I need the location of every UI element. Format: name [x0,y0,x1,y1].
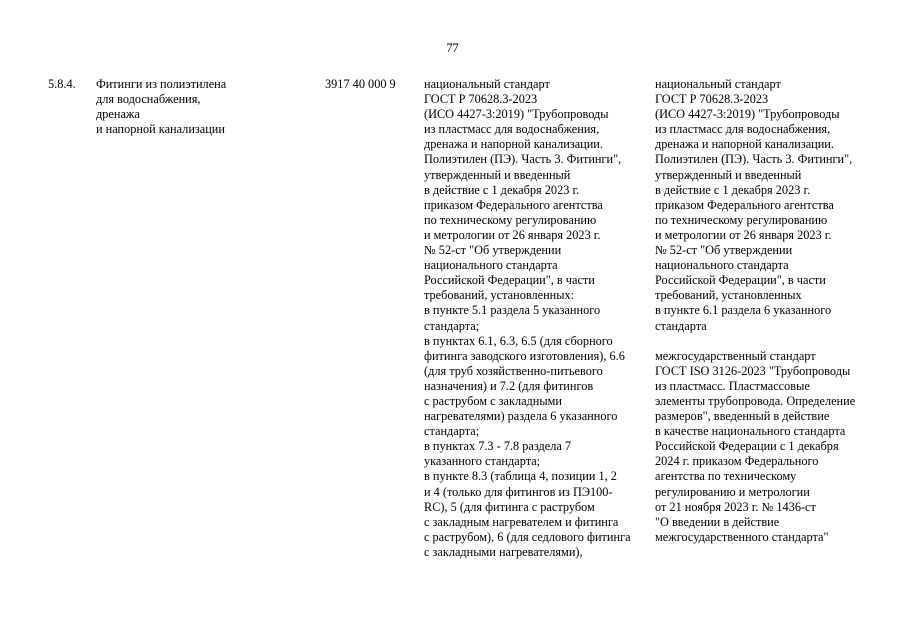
requirements-line: из пластмасс для водоснабжения, [424,122,600,137]
proof-standard-line: размеров", введенный в действие [655,409,830,424]
requirements-line: с закладными нагревателями), [424,544,583,559]
proof-standard-line: требований, установленных [655,288,802,303]
proof-standard-line: Российской Федерации", в части [655,273,826,288]
proof-standard-line: и метрологии от 26 января 2023 г. [655,227,832,242]
proof-standard-line: в действие с 1 декабря 2023 г. [655,182,811,197]
requirements-line: нагревателями) раздела 6 указанного [424,409,618,424]
proof-standard-line: агентства по техническому [655,469,797,484]
proof-standard-line: № 52-ст "Об утверждении [655,243,793,258]
requirements-column [424,77,631,560]
proof-standard-line: приказом Федерального агентства [655,197,834,212]
requirements-line: в пунктах 6.1, 6.3, 6.5 (для сборного [424,333,613,348]
requirements-line: стандарта; [424,424,480,439]
requirements-line: назначения) и 7.2 (для фитингов [424,378,594,393]
requirements-line: в пунктах 7.3 - 7.8 раздела 7 [424,439,572,454]
proof-standard-line: по техническому регулированию [655,212,828,227]
requirements-line: с раструбом), 6 (для седлового фитинга [424,529,631,544]
requirements-line: RC), 5 (для фитинга с раструбом [424,499,595,514]
product-name-column [96,77,226,137]
requirements-line: национальный стандарт [424,77,550,91]
proof-standard-line: "О введении в действие [655,514,780,529]
proof-standard-line: элементы трубопровода. Определение [655,393,856,408]
requirements-line: Российской Федерации", в части [424,273,595,288]
proof-standard-line: межгосударственный стандарт [655,348,816,363]
proof-standard-line: ГОСТ Р 70628.3-2023 [655,92,769,107]
code-column [325,77,396,92]
proof-standard-line: в качестве национального стандарта [655,424,846,439]
product-name-line: Фитинги из полиэтилена [96,77,227,91]
proof-standard-line: регулированию и метрологии [655,484,810,499]
proof-standard-block-2 [655,349,855,545]
proof-standard-line: дренажа и напорной канализации. [655,137,834,152]
requirements-line: дренажа и напорной канализации. [424,137,603,152]
proof-standard-line: Российской Федерации с 1 декабря [655,439,839,454]
requirements-line: утвержденный и введенный [424,167,571,182]
requirements-line: по техническому регулированию [424,212,597,227]
proof-standard-block-1 [655,77,855,334]
requirements-line: приказом Федерального агентства [424,197,603,212]
requirements-line: Полиэтилен (ПЭ). Часть 3. Фитинги", [424,152,622,167]
proof-standard-line: национального стандарта [655,258,789,273]
page-number: 77 [446,41,459,55]
requirements-line: в действие с 1 декабря 2023 г. [424,182,580,197]
requirements-line: требований, установленных: [424,288,575,303]
requirements-line: и метрологии от 26 января 2023 г. [424,227,601,242]
requirements-line: (для труб хозяйственно-питьевого [424,363,603,378]
requirements-line: национального стандарта [424,258,558,273]
proof-standard-line: 2024 г. приказом Федерального [655,454,819,469]
item-number: 5.8.4. [48,77,76,91]
proof-standard-line: (ИСО 4427-3:2019) "Трубопроводы [655,107,840,122]
requirements-line: № 52-ст "Об утверждении [424,243,562,258]
proof-standard-line: из пластмасс для водоснабжения, [655,122,831,137]
proof-standard-line: стандарта [655,318,707,333]
requirements-line: ГОСТ Р 70628.3-2023 [424,92,538,107]
requirements-line: в пункте 5.1 раздела 5 указанного [424,303,601,318]
item-number-column [48,77,76,92]
product-name-line: для водоснабжения, [96,92,201,107]
proof-standard-line: межгосударственного стандарта" [655,529,829,544]
requirements-line: (ИСО 4427-3:2019) "Трубопроводы [424,107,609,122]
proof-standard-line: национальный стандарт [655,77,781,91]
requirements-line: стандарта; [424,318,480,333]
product-name-line: дренажа [96,107,140,122]
tn-ved-code: 3917 40 000 9 [325,77,396,91]
requirements-line: фитинга заводского изготовления), 6.6 [424,348,625,363]
proof-standard-line: в пункте 6.1 раздела 6 указанного [655,303,832,318]
requirements-line: с раструбом с закладными [424,393,562,408]
requirements-line: и 4 (только для фитингов из ПЭ100- [424,484,613,499]
proof-standards-column [655,77,855,545]
requirements-line: с закладным нагревателем и фитинга [424,514,619,529]
proof-standard-line: от 21 ноября 2023 г. № 1436-ст [655,499,816,514]
proof-standard-line: Полиэтилен (ПЭ). Часть 3. Фитинги", [655,152,853,167]
proof-standard-line: утвержденный и введенный [655,167,802,182]
requirements-line: в пункте 8.3 (таблица 4, позиции 1, 2 [424,469,617,484]
proof-standard-line: из пластмасс. Пластмассовые [655,378,810,393]
product-name-line: и напорной канализации [96,122,225,137]
block-spacer [655,334,855,349]
proof-standard-line: ГОСТ ISO 3126-2023 "Трубопроводы [655,363,851,378]
requirements-line: указанного стандарта; [424,454,541,469]
